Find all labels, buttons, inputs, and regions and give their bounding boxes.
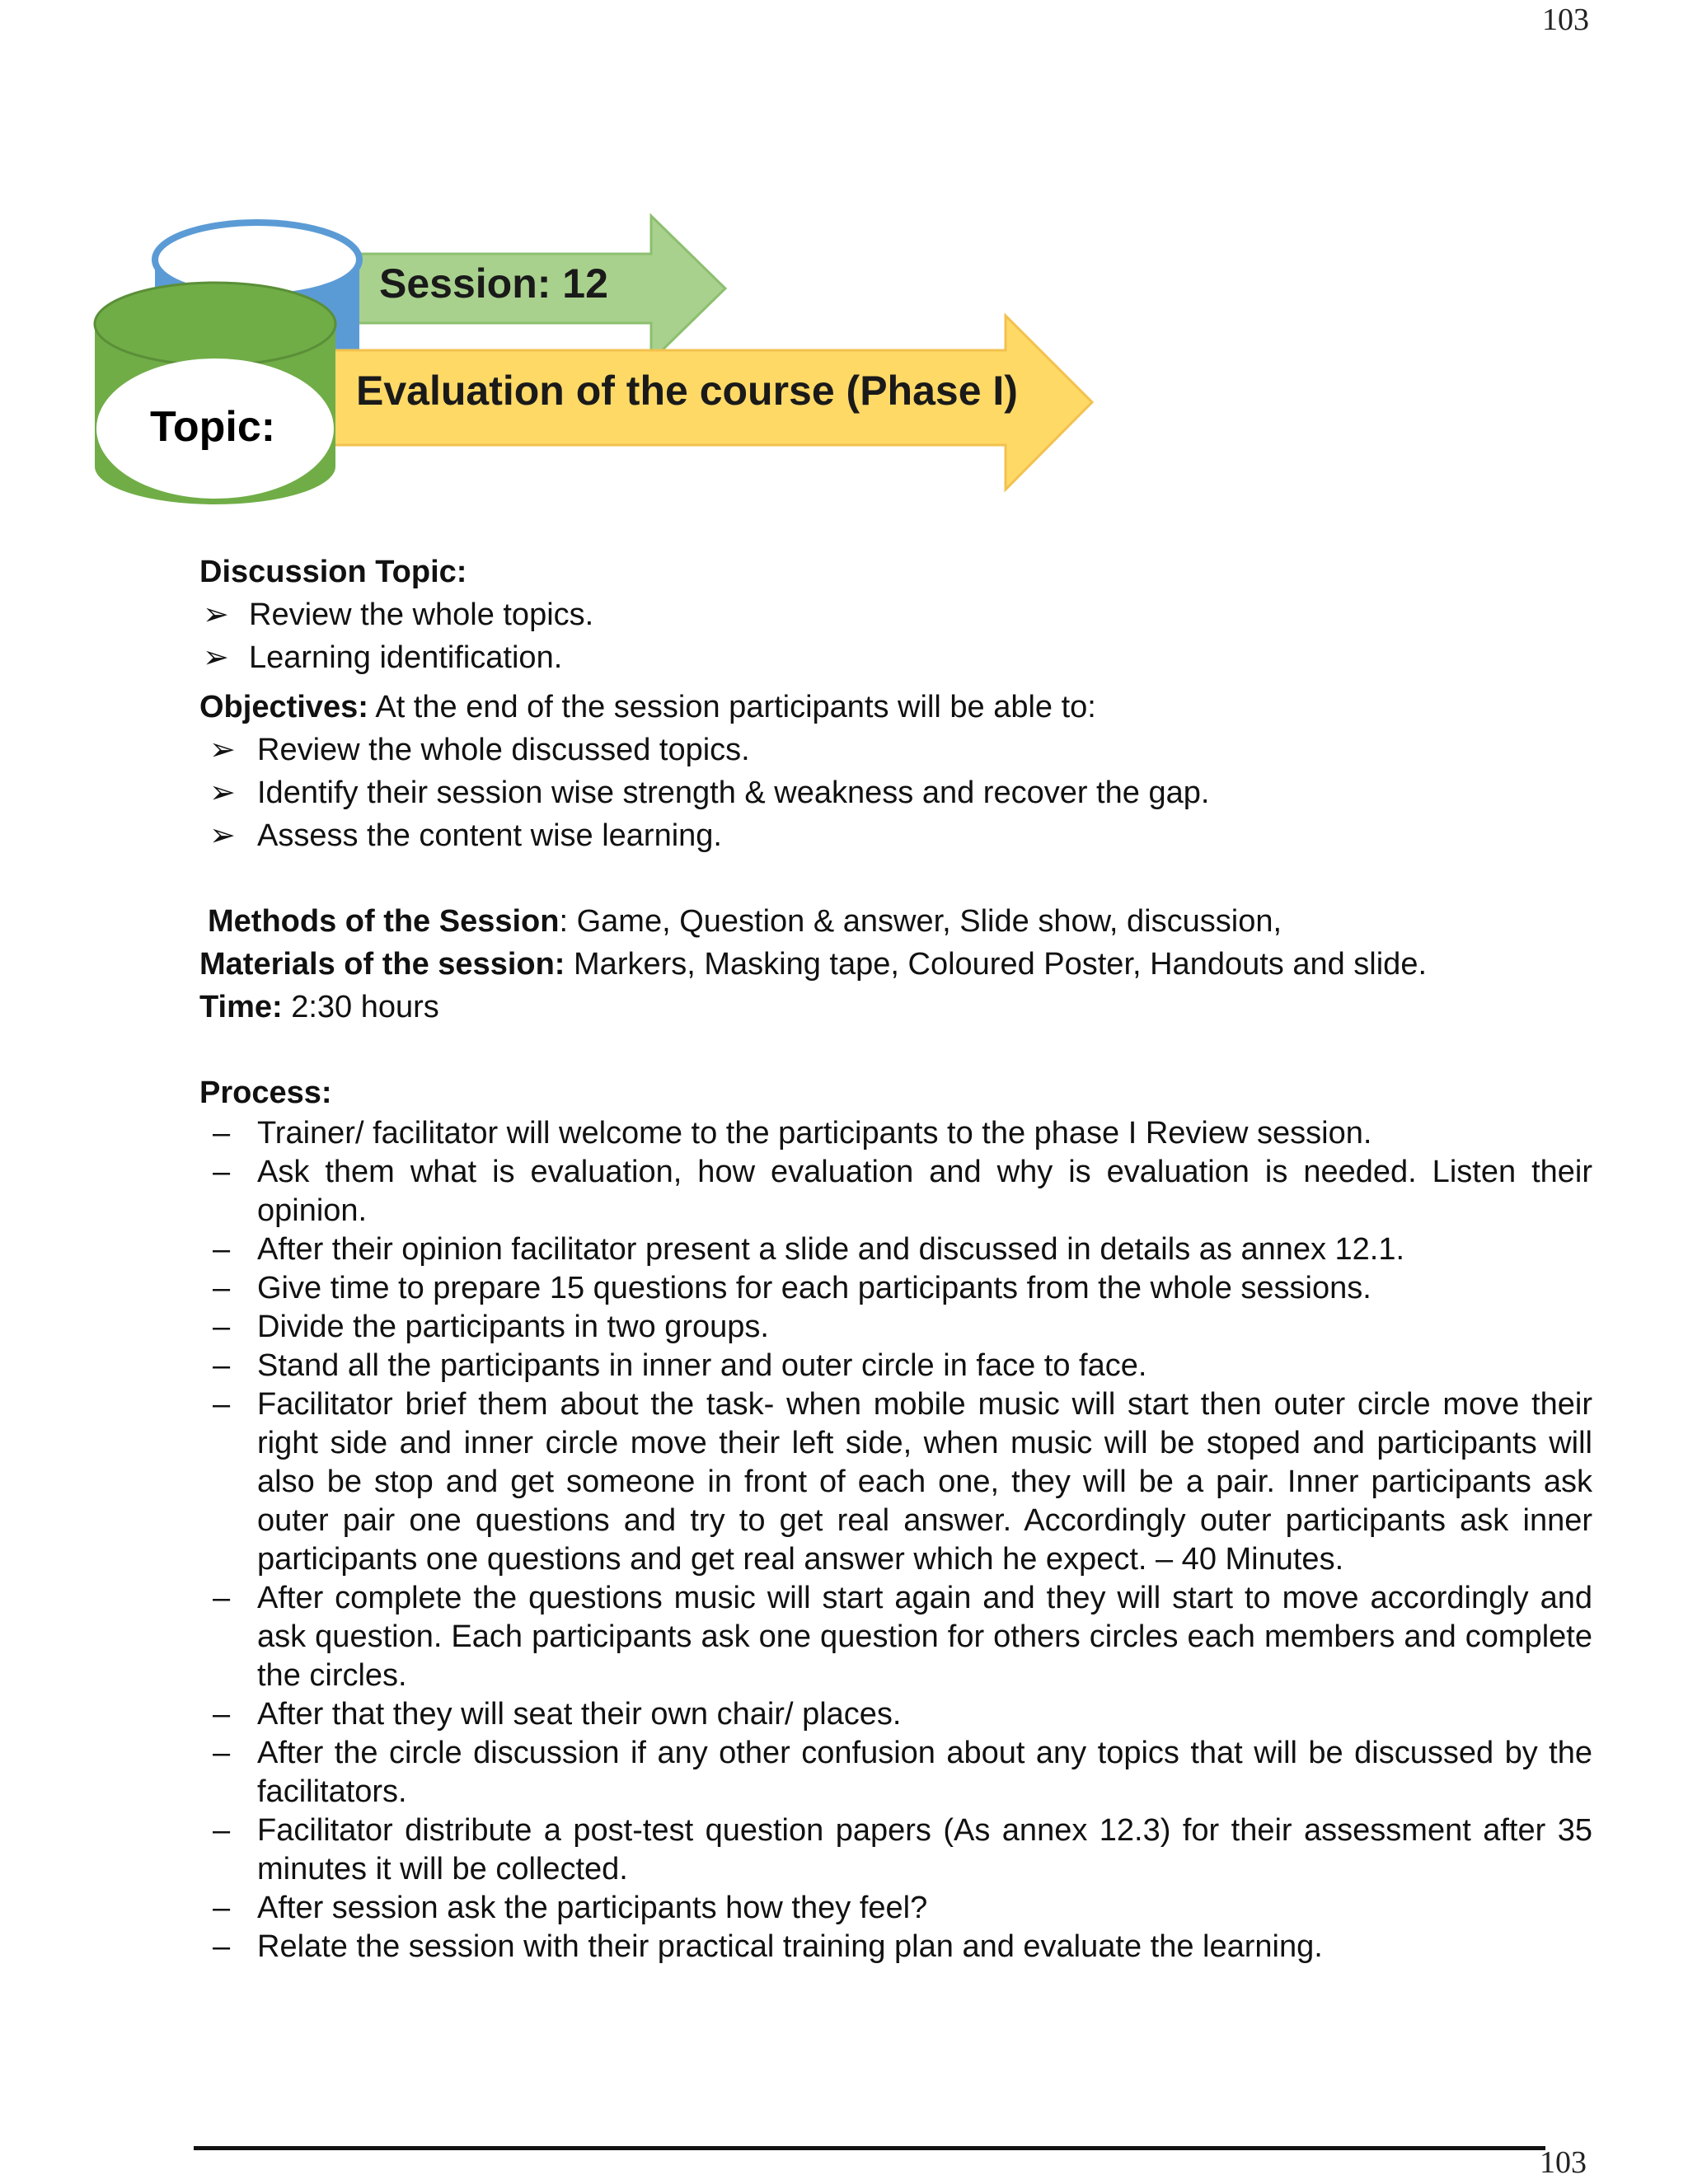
time-label: Time: <box>199 990 283 1024</box>
dash-bullet: – <box>213 1155 231 1189</box>
dash-bullet: – <box>213 1929 231 1964</box>
process-list <box>199 1114 1592 1966</box>
time-text: 2:30 hours <box>291 990 439 1024</box>
dash-bullet: – <box>213 1387 231 1422</box>
list-item: – Divide the participants in two groups. <box>199 1308 1592 1347</box>
list-item: – Facilitator brief them about the task- when mobile music will start then outer circle move their right side and inner circle move their left side, when music will be stoped and participants will also be stop and get someone in front of each one, they will be a pair. Inner participants ask outer pair one questions and try to get real answer. Accordingly outer participants ask inner participants one questions and get real answer which he expect. – 40 Minutes. <box>213 1387 1592 1577</box>
dash-bullet: – <box>213 1736 231 1770</box>
methods-label: Methods of the Session <box>208 904 560 939</box>
list-item: ➢ Assess the content wise learning. <box>199 814 1592 857</box>
dash-bullet: – <box>213 1697 231 1732</box>
list-item: – After their opinion facilitator present a slide and discussed in details as annex 12.1. <box>199 1230 1592 1269</box>
arrow-bullet-icon: ➢ <box>209 776 236 810</box>
list-item: – After that they will seat their own chair/ places. <box>199 1695 1592 1734</box>
list-item: ➢ Learning identification. <box>199 636 1592 679</box>
objectives-heading: Objectives: <box>199 690 368 724</box>
list-item: – Relate the session with their practical training plan and evaluate the learning. <box>199 1928 1592 1966</box>
arrow-bullet-icon: ➢ <box>203 640 229 675</box>
arrow-bullet-icon: ➢ <box>209 818 236 853</box>
page-number-bottom: 103 <box>1540 2145 1587 2180</box>
discussion-heading: Discussion Topic: <box>199 555 467 589</box>
dash-bullet: – <box>213 1581 231 1615</box>
list-item: – Trainer/ facilitator will welcome to the participants to the phase I Review session. <box>199 1114 1592 1153</box>
topic-label: Topic: <box>150 403 276 451</box>
page-number-top: 103 <box>1542 2 1589 37</box>
green-cylinder <box>95 283 335 504</box>
dash-bullet: – <box>213 1116 231 1151</box>
materials-text: Markers, Masking tape, Coloured Poster, Handouts and slide. <box>574 947 1428 982</box>
dash-bullet: – <box>213 1813 231 1848</box>
process-heading: Process: <box>199 1076 332 1110</box>
list-item: – After the circle discussion if any other confusion about any topics that will be discussed by the facilitators. <box>213 1736 1592 1809</box>
list-item: ➢ Review the whole discussed topics. <box>199 729 1592 771</box>
methods-text: : Game, Question & answer, Slide show, discussion, <box>559 904 1282 939</box>
dash-bullet: – <box>213 1232 231 1267</box>
list-item: – Facilitator distribute a post-test question papers (As annex 12.3) for their assessment after 35 minutes it will be collected. <box>213 1813 1592 1886</box>
list-item: – Stand all the participants in inner and outer circle in face to face. <box>199 1347 1592 1385</box>
list-item: – Give time to prepare 15 questions for each participants from the whole sessions. <box>199 1269 1592 1308</box>
list-item: – Ask them what is evaluation, how evaluation and why is evaluation is needed. Listen their opinion. <box>213 1155 1592 1228</box>
dash-bullet: – <box>213 1271 231 1305</box>
discussion-list <box>199 593 1592 679</box>
objectives-list <box>199 729 1592 857</box>
arrow-bullet-icon: ➢ <box>203 598 229 632</box>
objectives-intro: At the end of the session participants will be able to: <box>375 690 1096 724</box>
dash-bullet: – <box>213 1891 231 1925</box>
time-line <box>199 986 1592 1029</box>
methods-line <box>199 900 1592 943</box>
list-item: – After session ask the participants how they feel? <box>199 1889 1592 1928</box>
list-item: ➢ Identify their session wise strength & weakness and recover the gap. <box>199 771 1592 814</box>
session-content <box>199 551 1592 1966</box>
materials-label: Materials of the session: <box>199 947 565 982</box>
arrow-bullet-icon: ➢ <box>209 733 236 767</box>
dash-bullet: – <box>213 1348 231 1383</box>
session-header-graphic <box>0 0 1154 527</box>
list-item: – After complete the questions music will start again and they will start to move accordingly and ask question. Each participants ask one question for others circles each members and complete the circles. <box>213 1581 1592 1693</box>
footer-rule <box>194 2146 1545 2150</box>
objectives-line <box>199 686 1592 729</box>
session-number: Session: 12 <box>379 260 608 307</box>
topic-title: Evaluation of the course (Phase I) <box>356 368 1018 414</box>
materials-line <box>199 943 1592 986</box>
list-item: ➢ Review the whole topics. <box>199 593 1592 636</box>
dash-bullet: – <box>213 1310 231 1344</box>
